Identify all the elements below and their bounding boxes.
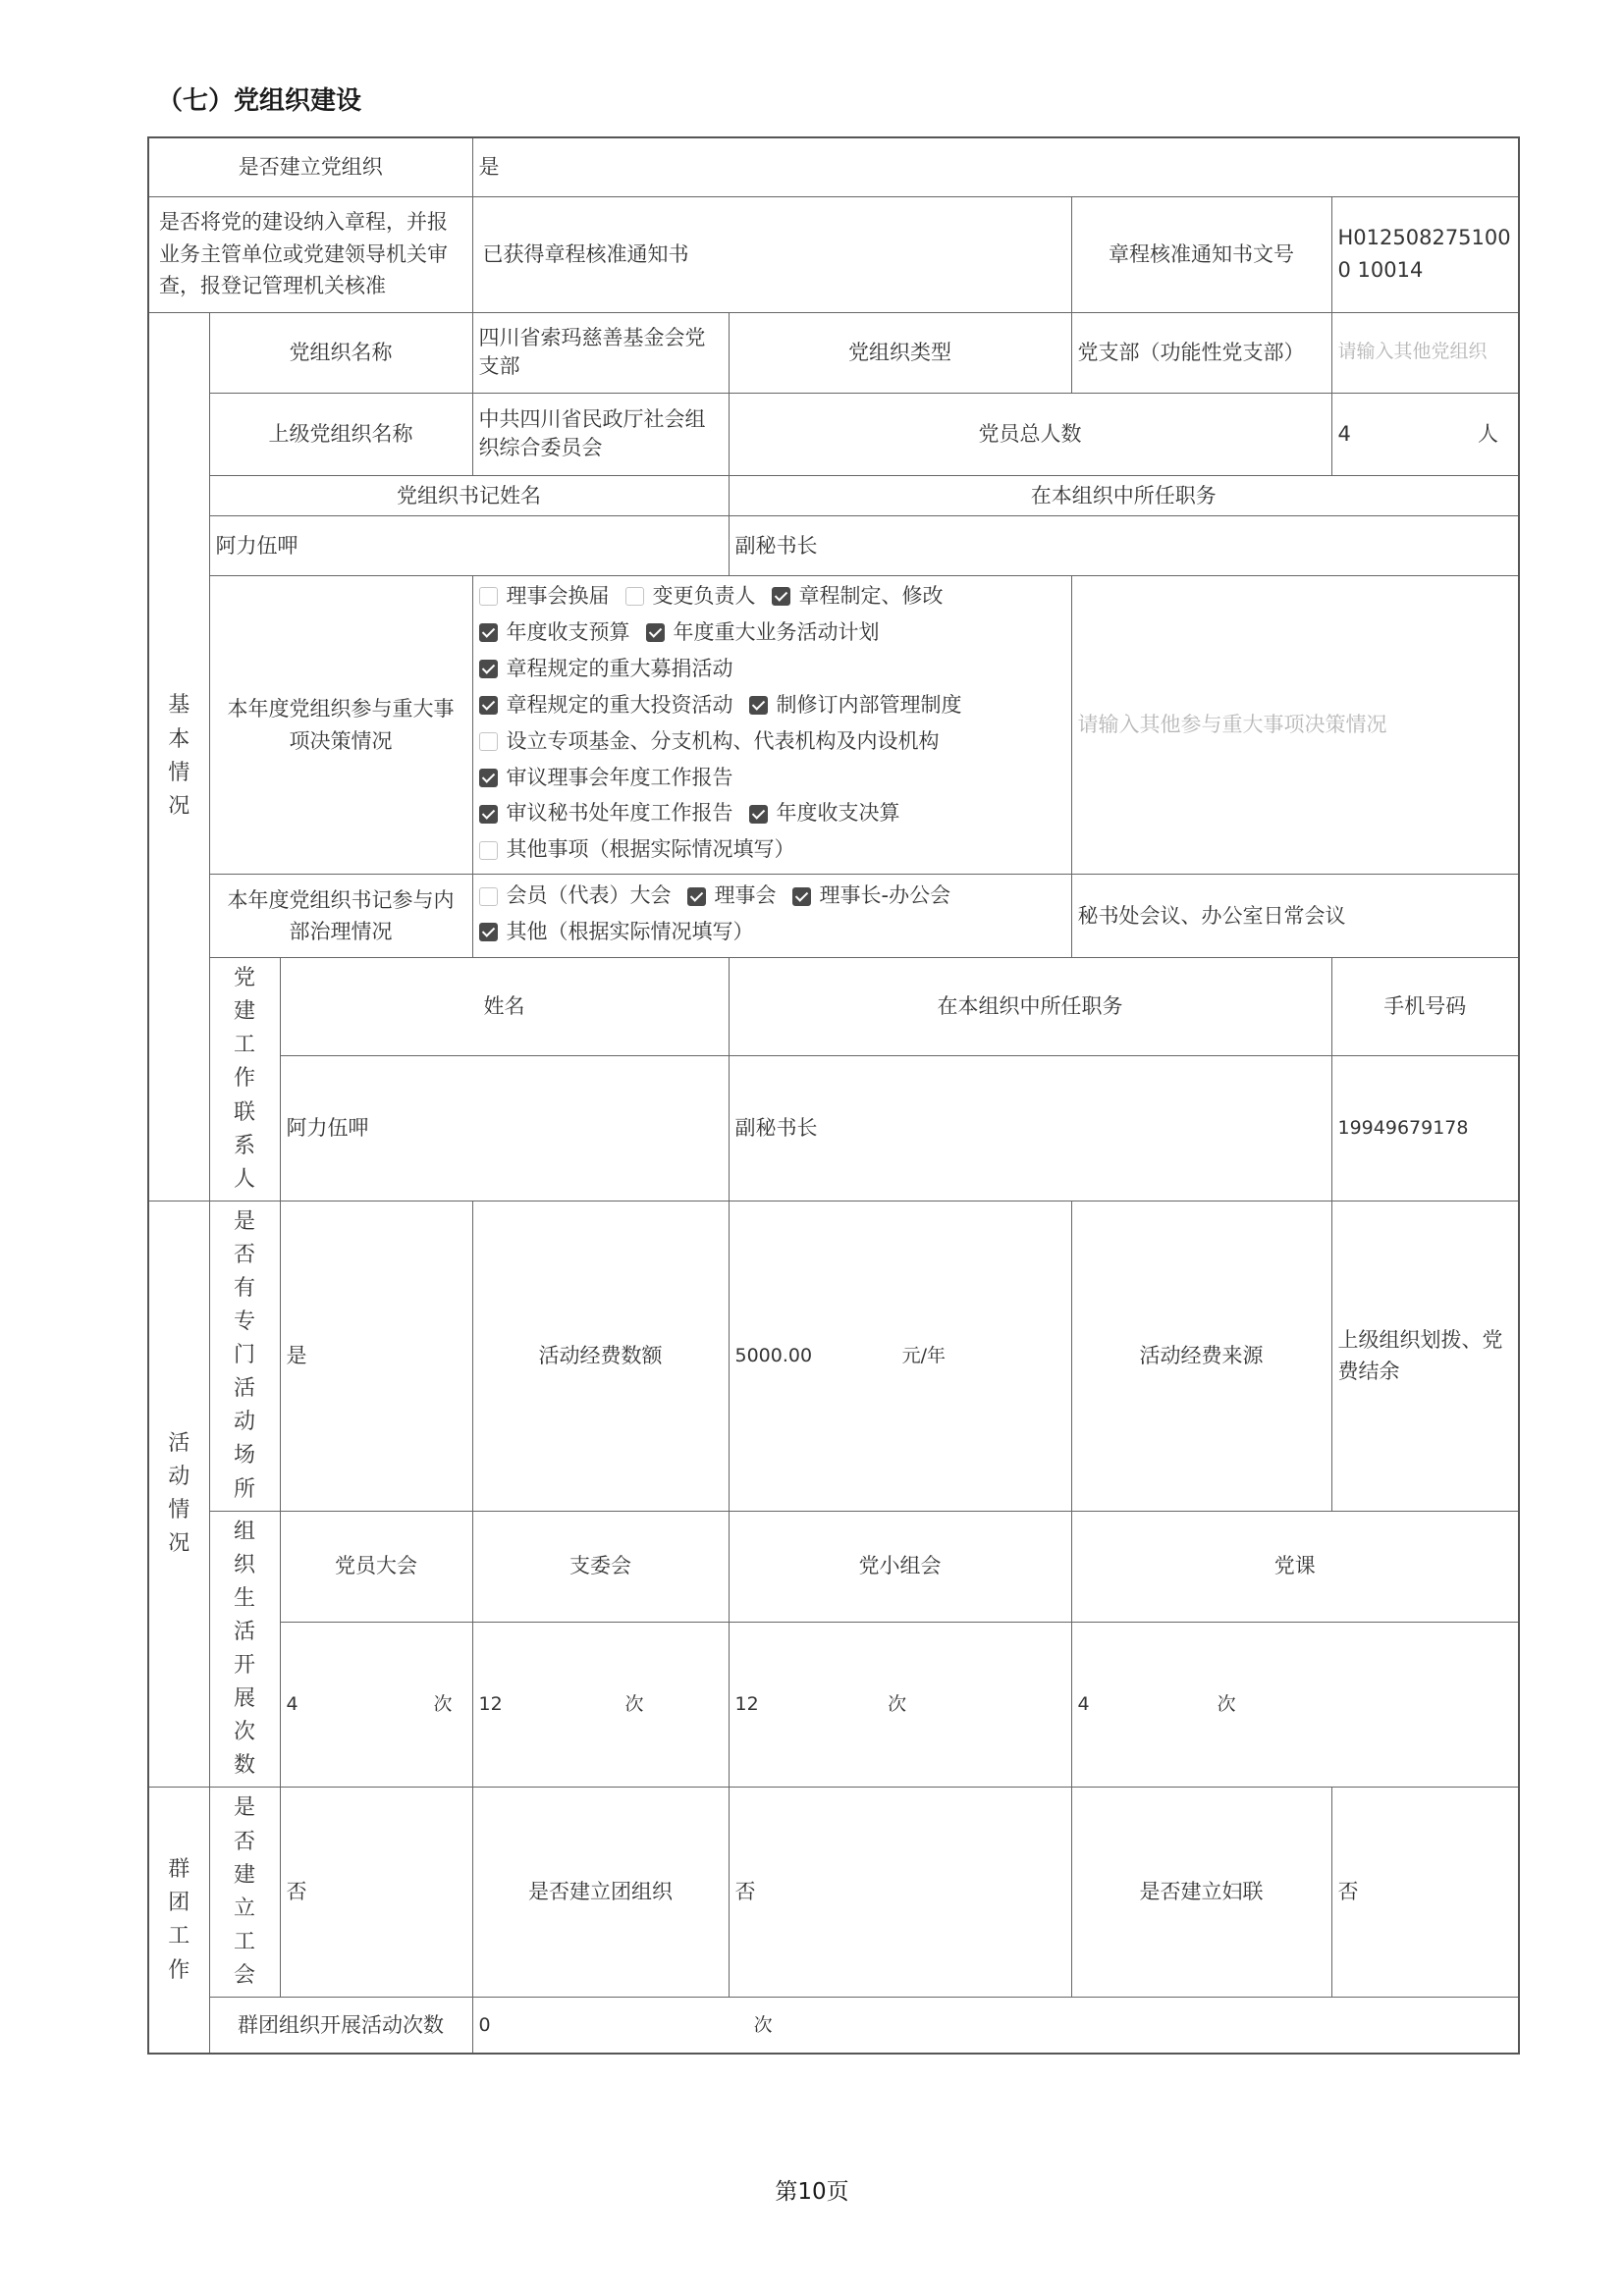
contact-section-label: 党 建 工 作 联 系 人: [209, 958, 280, 1201]
life-value-group[interactable]: 12 次: [729, 1622, 1071, 1788]
checkbox-checked-icon[interactable]: [479, 660, 498, 678]
row-parent-org: [148, 393, 1519, 475]
row-secretary: [148, 516, 1519, 576]
decisions-other-input[interactable]: 请输入其他参与重大事项决策情况: [1071, 576, 1519, 875]
contact-post-value[interactable]: 副秘书长: [729, 1056, 1331, 1201]
checkbox-checked-icon[interactable]: [479, 623, 498, 642]
checkbox-icon[interactable]: [479, 887, 498, 906]
checkbox-icon[interactable]: [479, 732, 498, 751]
union-value[interactable]: 否: [280, 1788, 472, 1998]
basic-section-label: 基 本 情 况: [148, 312, 209, 1201]
row-life-header: [148, 1511, 1519, 1622]
checkbox-checked-icon[interactable]: [749, 696, 768, 715]
charter-value[interactable]: 已获得章程核准通知书: [472, 196, 1071, 312]
secretary-name-value[interactable]: 阿力伍呷: [209, 516, 729, 576]
activity-section-label: 活 动 情 况: [148, 1201, 209, 1788]
checkbox-checked-icon[interactable]: [749, 805, 768, 824]
checkbox-checked-icon[interactable]: [479, 769, 498, 787]
venue-value[interactable]: 是: [280, 1201, 472, 1511]
party-org-label: 是否建立党组织: [148, 137, 472, 196]
life-value-members-meeting[interactable]: 4 次: [280, 1622, 472, 1788]
row-org-name: [148, 312, 1519, 393]
charter-label: 是否将党的建设纳入章程，并报业务主管单位或党建领导机关审查，报登记管理机关核准: [148, 196, 472, 312]
checkbox-checked-icon[interactable]: [687, 887, 706, 906]
row-life-values: [148, 1622, 1519, 1788]
contact-phone-value[interactable]: 19949679178: [1331, 1056, 1519, 1201]
checkbox-icon[interactable]: [479, 587, 498, 606]
life-header-lecture: 党课: [1071, 1511, 1519, 1622]
checkbox-checked-icon[interactable]: [479, 923, 498, 941]
contact-name-value[interactable]: 阿力伍呷: [280, 1056, 729, 1201]
decisions-label: 本年度党组织参与重大事项决策情况: [209, 576, 472, 875]
funds-source-label: 活动经费来源: [1071, 1201, 1331, 1511]
secretary-post-label: 在本组织中所任职务: [729, 475, 1519, 516]
life-section-label: 组 织 生 活 开 展 次 数: [209, 1511, 280, 1788]
row-party-org: [148, 137, 1519, 196]
women-value[interactable]: 否: [1331, 1788, 1519, 1998]
life-value-committee[interactable]: 12 次: [472, 1622, 729, 1788]
parent-org-value[interactable]: 中共四川省民政厅社会组织综合委员会: [472, 393, 729, 475]
decision-option[interactable]: 审议秘书处年度工作报告: [479, 797, 733, 830]
funds-value[interactable]: 5000.00 元/年: [729, 1201, 1071, 1511]
row-venue: [148, 1201, 1519, 1511]
page-number: 第10页: [775, 2179, 849, 2205]
decision-option[interactable]: 章程规定的重大投资活动: [479, 689, 733, 722]
section-heading: （七）党组织建设: [157, 86, 362, 116]
org-type-label: 党组织类型: [729, 312, 1071, 393]
party-building-form: [147, 136, 1520, 2055]
contact-post-label: 在本组织中所任职务: [729, 958, 1331, 1056]
contact-phone-label: 手机号码: [1331, 958, 1519, 1056]
decisions-checklist: [472, 576, 1071, 875]
mass-activity-label: 群团组织开展活动次数: [209, 1997, 472, 2054]
checkbox-checked-icon[interactable]: [479, 805, 498, 824]
life-header-committee: 支委会: [472, 1511, 729, 1622]
org-type-other-input[interactable]: 请输入其他党组织: [1331, 312, 1519, 393]
org-type-value[interactable]: 党支部（功能性党支部）: [1071, 312, 1331, 393]
contact-name-label: 姓名: [280, 958, 729, 1056]
governance-option[interactable]: 理事长-办公会: [792, 880, 951, 913]
checkbox-icon[interactable]: [625, 587, 644, 606]
venue-label: 是 否 有 专 门 活 动 场 所: [209, 1201, 280, 1511]
row-contact-header: [148, 958, 1519, 1056]
youth-label: 是否建立团组织: [472, 1788, 729, 1998]
secretary-post-value[interactable]: 副秘书长: [729, 516, 1519, 576]
decision-option[interactable]: 年度重大业务活动计划: [646, 616, 880, 650]
life-value-lecture[interactable]: 4 次: [1071, 1622, 1519, 1788]
decision-option[interactable]: 章程规定的重大募捐活动: [479, 653, 733, 686]
parent-org-label: 上级党组织名称: [209, 393, 472, 475]
governance-option[interactable]: 会员（代表）大会: [479, 880, 672, 913]
charter-doc-value[interactable]: H0125082751000 10014: [1331, 196, 1519, 312]
decision-option[interactable]: 制修订内部管理制度: [749, 689, 962, 722]
charter-doc-label: 章程核准通知书文号: [1071, 196, 1331, 312]
checkbox-checked-icon[interactable]: [479, 696, 498, 715]
checkbox-checked-icon[interactable]: [646, 623, 665, 642]
members-label: 党员总人数: [729, 393, 1331, 475]
decision-option[interactable]: 年度收支决算: [749, 797, 900, 830]
row-charter: [148, 196, 1519, 312]
mass-section-label: 群 团 工 作: [148, 1788, 209, 2055]
row-secretary-header: [148, 475, 1519, 516]
row-contact: [148, 1056, 1519, 1201]
decision-option[interactable]: 年度收支预算: [479, 616, 630, 650]
checkbox-checked-icon[interactable]: [772, 587, 790, 606]
governance-checklist: [472, 875, 1071, 958]
decision-option[interactable]: 审议理事会年度工作报告: [479, 762, 733, 795]
decision-option[interactable]: 设立专项基金、分支机构、代表机构及内设机构: [479, 725, 940, 759]
funds-source-value[interactable]: 上级组织划拨、党费结余: [1331, 1201, 1519, 1511]
checkbox-checked-icon[interactable]: [792, 887, 811, 906]
governance-other-value[interactable]: 秘书处会议、办公室日常会议: [1071, 875, 1519, 958]
party-org-value[interactable]: 是: [472, 137, 1519, 196]
org-name-label: 党组织名称: [209, 312, 472, 393]
youth-value[interactable]: 否: [729, 1788, 1071, 1998]
life-header-group: 党小组会: [729, 1511, 1071, 1622]
governance-option[interactable]: 理事会: [687, 880, 777, 913]
checkbox-icon[interactable]: [479, 841, 498, 860]
org-name-value[interactable]: 四川省索玛慈善基金会党支部: [472, 312, 729, 393]
row-governance: [148, 875, 1519, 958]
row-mass-activity: [148, 1997, 1519, 2054]
decision-option[interactable]: 理事会换届: [479, 580, 610, 614]
row-decisions: [148, 576, 1519, 875]
decision-option[interactable]: 变更负责人: [625, 580, 756, 614]
secretary-name-label: 党组织书记姓名: [209, 475, 729, 516]
funds-label: 活动经费数额: [472, 1201, 729, 1511]
life-header-members-meeting: 党员大会: [280, 1511, 472, 1622]
union-label: 是 否 建 立 工 会: [209, 1788, 280, 1998]
women-label: 是否建立妇联: [1071, 1788, 1331, 1998]
row-mass-orgs: [148, 1788, 1519, 1998]
governance-option[interactable]: 其他（根据实际情况填写）: [479, 916, 754, 949]
decision-option[interactable]: 章程制定、修改: [772, 580, 944, 614]
governance-label: 本年度党组织书记参与内部治理情况: [209, 875, 472, 958]
members-value[interactable]: 4 人: [1331, 393, 1519, 475]
mass-activity-value[interactable]: 0 次: [472, 1997, 1519, 2054]
decision-option[interactable]: 其他事项（根据实际情况填写）: [479, 833, 795, 867]
